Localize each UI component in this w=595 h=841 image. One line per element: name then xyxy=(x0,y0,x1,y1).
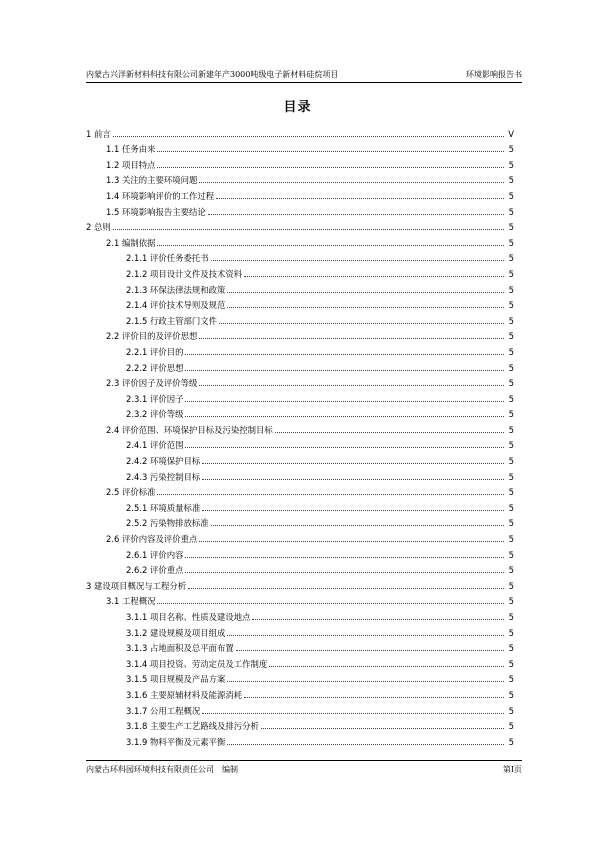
toc-entry[interactable] xyxy=(86,295,514,311)
toc-leader-dots xyxy=(227,680,504,682)
toc-leader-dots xyxy=(199,384,504,386)
toc-entry[interactable] xyxy=(86,373,514,389)
toc-entry-page: 5 xyxy=(508,705,514,716)
toc-leader-dots xyxy=(227,634,504,636)
toc-entry-page: 5 xyxy=(508,284,514,295)
toc-entry-page: 5 xyxy=(508,253,514,264)
toc-entry-page: 5 xyxy=(508,534,514,545)
footer-organization: 内蒙古环科园环境科技有限责任公司 编制 xyxy=(86,765,238,774)
toc-entry-title: 3.1.5 项目规模及产品方案 xyxy=(126,674,226,685)
toc-entry[interactable] xyxy=(86,232,514,248)
toc-entry-page: 5 xyxy=(508,175,514,186)
toc-entry-title: 2.1.3 环保法律法规和政策 xyxy=(126,284,226,295)
toc-leader-dots xyxy=(185,571,504,573)
toc-leader-dots xyxy=(244,275,504,277)
toc-entry[interactable] xyxy=(86,263,514,279)
toc-entry-page: 5 xyxy=(508,627,514,638)
toc-leader-dots xyxy=(202,509,504,511)
toc-entry[interactable] xyxy=(86,123,514,139)
toc-entry-title: 2.3 评价因子及评价等级 xyxy=(106,378,198,389)
toc-entry-page: 5 xyxy=(508,456,514,467)
toc-leader-dots xyxy=(188,587,504,589)
toc-entry[interactable] xyxy=(86,248,514,264)
toc-leader-dots xyxy=(216,197,504,199)
footer-page-number: 第I页 xyxy=(502,765,522,774)
toc-entry-title: 2.6 评价内容及评价重点 xyxy=(106,534,198,545)
toc-entry-page: 5 xyxy=(508,721,514,732)
toc-entry-title: 2.5.1 环境质量标准 xyxy=(126,502,201,513)
toc-entry[interactable] xyxy=(86,591,514,607)
toc-entry-title: 2.3.2 评价等级 xyxy=(126,409,184,420)
toc-entry[interactable] xyxy=(86,731,514,747)
toc-entry-page: 5 xyxy=(508,409,514,420)
toc-leader-dots xyxy=(199,181,504,183)
header-report-type: 环境影响报告书 xyxy=(466,70,522,79)
toc-entry-title: 2.4 评价范围、环境保护目标及污染控制目标 xyxy=(106,424,273,435)
toc-entry-page: 5 xyxy=(508,206,514,217)
toc-entry-page: 5 xyxy=(508,190,514,201)
toc-leader-dots xyxy=(157,602,504,604)
toc-leader-dots xyxy=(227,306,504,308)
toc-entry[interactable] xyxy=(86,700,514,716)
page-title: 目录 xyxy=(283,100,312,115)
toc-entry-title: 1.1 任务由来 xyxy=(106,144,156,155)
toc-leader-dots xyxy=(261,727,504,729)
toc-entry[interactable] xyxy=(86,513,514,529)
toc-entry-title: 2.2.1 评价目的 xyxy=(126,346,184,357)
toc-entry[interactable] xyxy=(86,217,514,233)
toc-entry-page: 5 xyxy=(508,549,514,560)
toc-entry-page: 5 xyxy=(508,674,514,685)
toc-entry-title: 2.5 评价标准 xyxy=(106,487,156,498)
toc-entry-title: 1.3 关注的主要环境问题 xyxy=(106,175,198,186)
toc-leader-dots xyxy=(185,400,504,402)
toc-entry-page: 5 xyxy=(508,471,514,482)
page-header xyxy=(86,69,522,83)
toc-leader-dots xyxy=(157,166,504,168)
toc-leader-dots xyxy=(202,462,504,464)
toc-entry-title: 2.6.2 评价重点 xyxy=(126,565,184,576)
toc-entry-page: 5 xyxy=(508,237,514,248)
toc-entry-title: 1 前言 xyxy=(86,128,111,139)
toc-entry-title: 2.2.2 评价思想 xyxy=(126,362,184,373)
toc-entry[interactable] xyxy=(86,466,514,482)
toc-entry-page: 5 xyxy=(508,518,514,529)
header-project-title: 内蒙古兴洋新材料科技有限公司新建年产3000吨级电子新材料硅烷项目 xyxy=(86,70,339,79)
toc-entry-title: 3.1.6 主要原辅材料及能源消耗 xyxy=(126,689,243,700)
toc-leader-dots xyxy=(244,696,504,698)
toc-entry[interactable] xyxy=(86,357,514,373)
toc-entry-title: 2.4.3 污染控制目标 xyxy=(126,471,201,482)
toc-entry[interactable] xyxy=(86,154,514,170)
toc-entry-title: 2 总则 xyxy=(86,222,111,233)
toc-entry[interactable] xyxy=(86,450,514,466)
toc-entry[interactable] xyxy=(86,341,514,357)
toc-entry-title: 3.1.1 项目名称、性质及建设地点 xyxy=(126,612,251,622)
toc-entry[interactable] xyxy=(86,560,514,576)
toc-entry-title: 1.5 环境影响报告主要结论 xyxy=(106,206,206,217)
toc-entry-page: 5 xyxy=(508,300,514,311)
toc-leader-dots xyxy=(185,415,504,417)
toc-entry-title: 2.6.1 评价内容 xyxy=(126,549,184,560)
toc-leader-dots xyxy=(185,556,504,558)
toc-entry[interactable] xyxy=(86,310,514,326)
toc-entry-title: 3 建设项目概况与工程分析 xyxy=(86,580,187,591)
toc-entry[interactable] xyxy=(86,638,514,654)
toc-leader-dots xyxy=(252,618,504,620)
toc-entry[interactable] xyxy=(86,404,514,420)
toc-leader-dots xyxy=(219,322,504,324)
toc-entry-page: 5 xyxy=(508,565,514,576)
page-footer xyxy=(86,760,522,775)
toc-leader-dots xyxy=(202,712,504,714)
toc-leader-dots xyxy=(227,743,504,745)
toc-entry[interactable] xyxy=(86,684,514,700)
toc-entry-title: 2.1.4 评价技术导则及规范 xyxy=(126,300,226,311)
toc-entry-page: 5 xyxy=(508,331,514,342)
toc-leader-dots xyxy=(236,649,504,651)
toc-entry-title: 2.5.2 污染物排放标准 xyxy=(126,518,209,529)
toc-entry-page: 5 xyxy=(508,596,514,607)
toc-entry-page: 5 xyxy=(508,487,514,498)
toc-entry-page: 5 xyxy=(508,268,514,279)
toc-entry-title: 3.1 工程概况 xyxy=(106,596,156,607)
toc-entry-title: 2.1.1 评价任务委托书 xyxy=(126,253,209,264)
toc-entry[interactable] xyxy=(86,716,514,732)
toc-entry-page: 5 xyxy=(508,144,514,155)
toc-entry[interactable] xyxy=(86,170,514,186)
toc-entry-title: 2.3.1 评价因子 xyxy=(126,393,184,404)
toc-entry[interactable] xyxy=(86,419,514,435)
toc-leader-dots xyxy=(113,228,504,230)
toc-entry-page: 5 xyxy=(508,346,514,357)
toc-entry[interactable] xyxy=(86,139,514,155)
toc-entry-page: 5 xyxy=(508,612,514,622)
toc-entry-title: 2.4.2 环境保护目标 xyxy=(126,456,201,467)
toc-entry[interactable] xyxy=(86,528,514,544)
toc-entry-page: 5 xyxy=(508,315,514,326)
toc-entry-page: 5 xyxy=(508,580,514,591)
toc-leader-dots xyxy=(208,213,504,215)
toc-entry-title: 2.4.1 评价范围 xyxy=(126,440,184,451)
toc-entry-page: 5 xyxy=(508,378,514,389)
toc-entry-page: 5 xyxy=(508,393,514,404)
toc-leader-dots xyxy=(199,540,504,542)
toc-entry-title: 3.1.8 主要生产工艺路线及排污分析 xyxy=(126,721,259,732)
toc-entry[interactable] xyxy=(86,497,514,513)
toc-entry-title: 2.1 编制依据 xyxy=(106,237,156,248)
toc-entry-title: 2.1.5 行政主管部门文件 xyxy=(126,315,217,326)
toc-entry-title: 1.2 项目特点 xyxy=(106,159,156,170)
toc-entry[interactable] xyxy=(86,185,514,201)
toc-entry-title: 1.4 环境影响评价的工作过程 xyxy=(106,190,215,201)
toc-entry-page: 5 xyxy=(508,643,514,654)
toc-leader-dots xyxy=(211,259,504,261)
toc-entry-page: 5 xyxy=(508,658,514,669)
toc-entry[interactable] xyxy=(86,669,514,685)
toc-leader-dots xyxy=(227,291,504,293)
toc-entry[interactable] xyxy=(86,326,514,342)
toc-leader-dots xyxy=(211,524,504,526)
table-of-contents xyxy=(86,123,514,747)
toc-entry-page: 5 xyxy=(508,424,514,435)
toc-entry[interactable] xyxy=(86,544,514,560)
toc-entry[interactable] xyxy=(86,435,514,451)
toc-leader-dots xyxy=(157,244,504,246)
toc-leader-dots xyxy=(185,369,504,371)
toc-entry[interactable] xyxy=(86,388,514,404)
toc-entry-title: 2.1.2 项目设计文件及技术资料 xyxy=(126,268,243,279)
toc-entry[interactable] xyxy=(86,279,514,295)
toc-entry-title: 3.1.4 项目投资、劳动定员及工作制度 xyxy=(126,658,268,669)
toc-entry[interactable] xyxy=(86,606,514,622)
toc-leader-dots xyxy=(113,135,504,137)
toc-leader-dots xyxy=(202,478,504,480)
toc-leader-dots xyxy=(275,431,504,433)
toc-entry-title: 3.1.2 建设规模及项目组成 xyxy=(126,627,226,638)
toc-entry-page: 5 xyxy=(508,159,514,170)
toc-entry[interactable] xyxy=(86,482,514,498)
toc-entry[interactable] xyxy=(86,575,514,591)
toc-entry-title: 3.1.3 占地面积及总平面布置 xyxy=(126,643,234,654)
toc-entry-title: 2.2 评价目的及评价思想 xyxy=(106,331,198,342)
toc-leader-dots xyxy=(199,337,504,339)
toc-entry-page: 5 xyxy=(508,440,514,451)
toc-leader-dots xyxy=(185,446,504,448)
toc-entry-page: 5 xyxy=(508,736,514,747)
toc-leader-dots xyxy=(269,665,504,667)
toc-entry-page: 5 xyxy=(508,222,514,233)
toc-entry-page: 5 xyxy=(508,502,514,513)
toc-entry-title: 3.1.9 物料平衡及元素平衡 xyxy=(126,736,226,747)
toc-leader-dots xyxy=(157,493,504,495)
toc-entry-title: 3.1.7 公用工程概况 xyxy=(126,705,201,716)
toc-entry-page: 5 xyxy=(508,362,514,373)
toc-leader-dots xyxy=(157,150,504,152)
toc-leader-dots xyxy=(185,353,504,355)
toc-entry[interactable] xyxy=(86,653,514,669)
toc-entry-page: 5 xyxy=(508,689,514,700)
toc-entry[interactable] xyxy=(86,201,514,217)
toc-entry[interactable] xyxy=(86,622,514,638)
toc-entry-page: Ⅴ xyxy=(508,128,514,139)
